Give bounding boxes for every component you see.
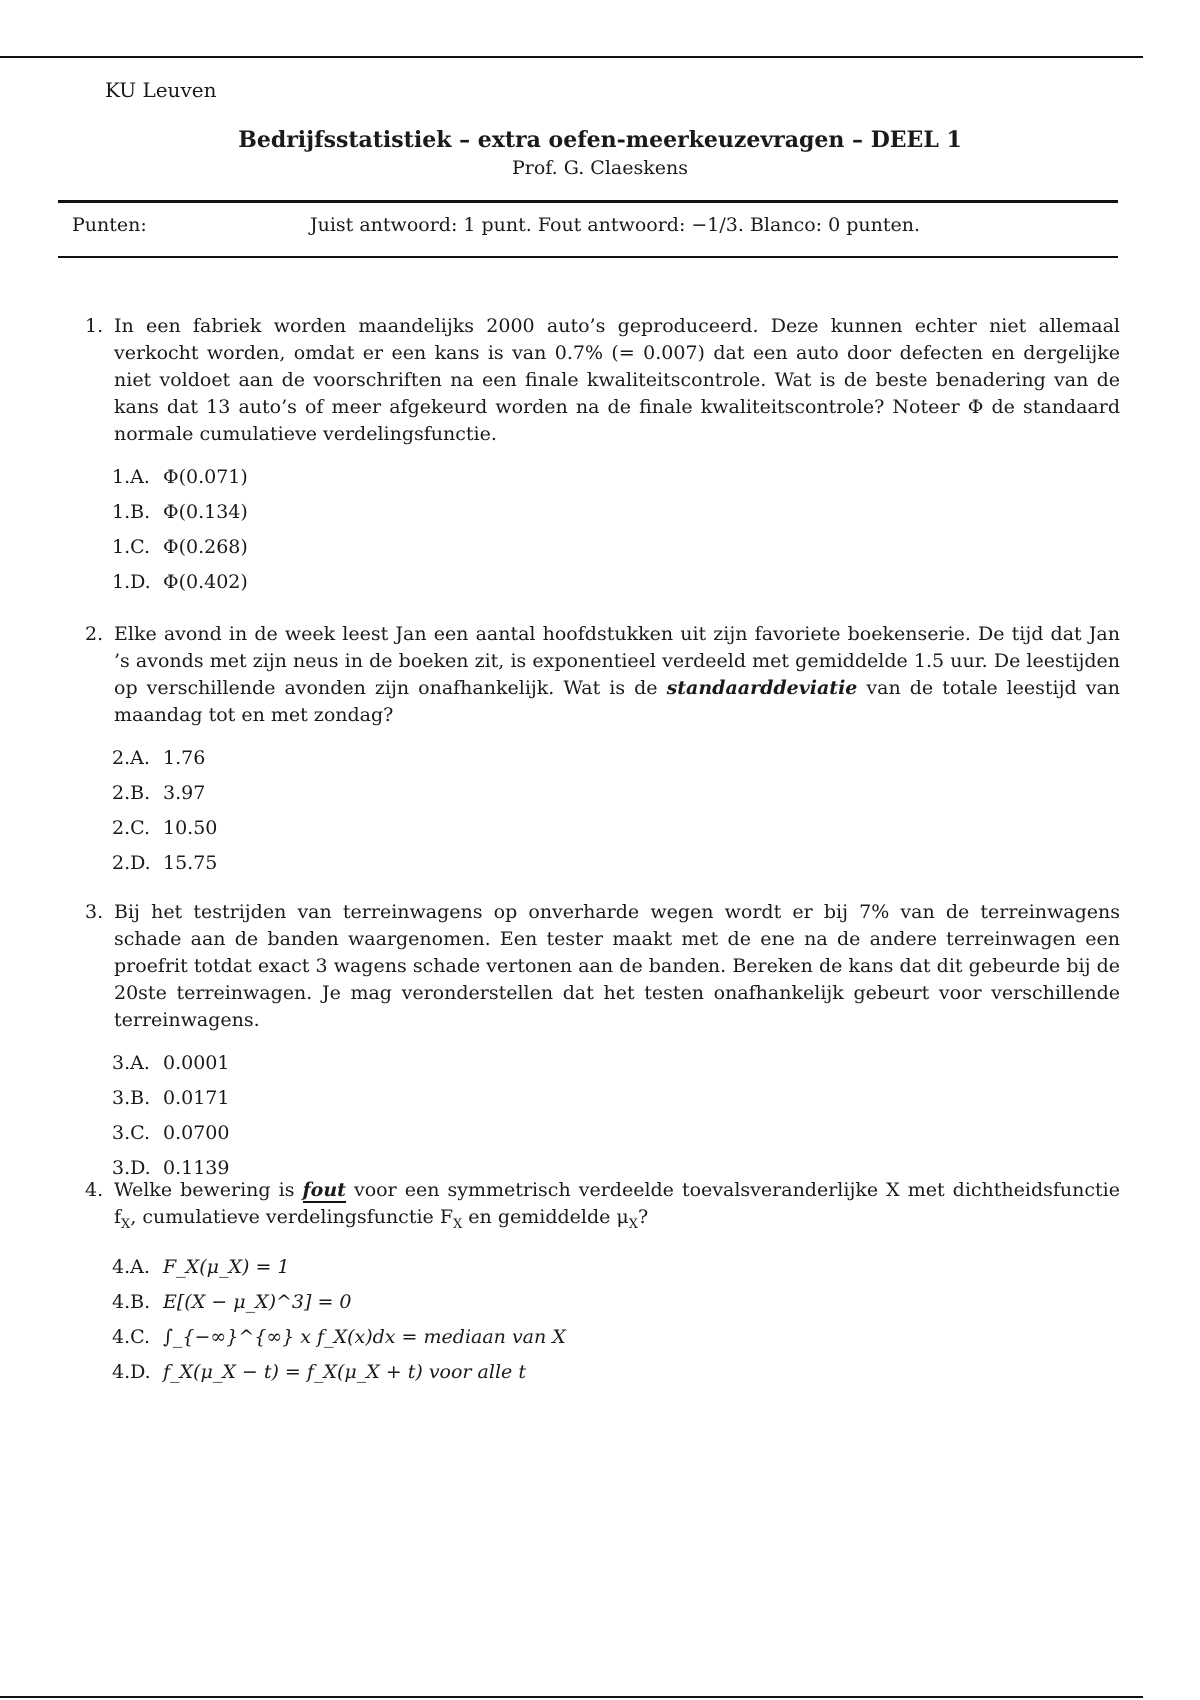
option-4c [112,1324,1120,1359]
top-rule [0,56,1143,58]
option-2d [112,850,1120,885]
subscript: X [628,1216,639,1232]
option-label: 1.B. [112,501,151,523]
option-label: 1.C. [112,536,151,558]
subscript: X [121,1216,131,1232]
points-text: Juist antwoord: 1 punt. Fout antwoord: −1/3. Blanco: 0 punten. [310,214,921,236]
option-value: 0.0001 [163,1052,230,1074]
option-value: 3.97 [163,782,206,804]
option-value: ∫_{−∞}^{∞} x f_X(x)dx = mediaan van X [163,1325,566,1348]
question-1 [85,313,1120,604]
option-label: 2.B. [112,782,151,804]
question-text-part: , cumulatieve verdelingsfunctie F [130,1206,453,1228]
question-text-part: voor een symmetrisch verdeelde toevalsveranderlijke X met dichtheidsfunctie f [114,1179,1120,1228]
question-2 [85,621,1120,885]
option-2a [112,745,1120,780]
option-1a [112,464,1120,499]
option-1d [112,569,1120,604]
points-label: Punten: [72,214,147,236]
option-value: Φ(0.402) [163,571,248,593]
question-text [114,621,1120,729]
option-label: 1.A. [112,466,150,488]
option-4a [112,1254,1120,1289]
option-3c [112,1120,1120,1155]
answer-options [112,1050,1120,1190]
question-text [114,1177,1120,1238]
option-value: 10.50 [163,817,218,839]
option-value: Φ(0.268) [163,536,248,558]
option-label: 3.C. [112,1122,151,1144]
option-value: E[(X − μ_X)^3] = 0 [163,1290,352,1313]
option-label: 2.A. [112,747,150,769]
option-value: 0.0171 [163,1087,230,1109]
question-4 [85,1177,1120,1394]
question-number: 3. [85,901,104,923]
option-4b [112,1289,1120,1324]
option-3b [112,1085,1120,1120]
emphasis-fout: fout [302,1179,346,1201]
subscript: X [453,1216,463,1232]
option-label: 4.B. [112,1290,151,1313]
option-1c [112,534,1120,569]
option-4d [112,1359,1120,1394]
page-title: Bedrijfsstatistiek – extra oefen-meerkeuzevragen – DEEL 1 [238,127,962,153]
option-value: Φ(0.134) [163,501,248,523]
option-3a [112,1050,1120,1085]
question-text: Bij het testrijden van terreinwagens op onverharde wegen wordt er bij 7% van de terreinwagens schade aan de banden waargenomen. Een tester maakt met de ene na de andere terreinwagen een proefrit totdat exact 3 wagens schade vertonen aan de banden. Bereken de kans dat dit gebeurde bij de 20ste terreinwagen. Je mag veronderstellen dat het testen onafhankelijk gebeurt voor verschillende terreinwagens. [114,901,1120,1031]
option-value: f_X(μ_X − t) = f_X(μ_X + t) voor alle t [163,1360,526,1383]
option-2b [112,780,1120,815]
bottom-rule [0,1696,1143,1698]
question-3 [85,899,1120,1190]
emphasis-standaarddeviatie: standaarddeviatie [666,677,858,699]
option-value: 1.76 [163,747,206,769]
option-value: F_X(μ_X) = 1 [163,1255,290,1278]
question-text-part: en gemiddelde μ [462,1206,629,1228]
option-label: 4.A. [112,1255,150,1278]
option-label: 3.B. [112,1087,151,1109]
question-text-part: Welke bewering is [114,1179,303,1201]
question-text-part: ? [638,1206,649,1228]
option-label: 3.A. [112,1052,150,1074]
answer-options [112,464,1120,604]
option-label: 3.D. [112,1157,151,1179]
option-value: Φ(0.071) [163,466,248,488]
option-label: 4.C. [112,1325,151,1348]
option-label: 2.C. [112,817,151,839]
question-number: 2. [85,623,104,645]
question-number: 4. [85,1179,104,1201]
answer-options [112,1254,1120,1394]
points-top-rule [58,200,1118,203]
university-name: KU Leuven [105,78,217,102]
option-label: 2.D. [112,852,151,874]
question-text-part: van de totale leestijd van maandag tot en met zondag? [114,677,1121,726]
question-text: In een fabriek worden maandelijks 2000 auto’s geproduceerd. Deze kunnen echter niet allemaal verkocht worden, omdat er een kans is van 0.7% (= 0.007) dat een auto door defecten en dergelijke niet voldoet aan de voorschriften na een finale kwaliteitscontrole. Wat is de beste benadering van de kans dat 13 auto’s of meer afgekeurd worden na de finale kwaliteitscontrole? Noteer Φ de standaard normale cumulatieve verdelingsfunctie. [114,315,1120,445]
question-number: 1. [85,315,104,337]
option-label: 4.D. [112,1360,151,1383]
option-2c [112,815,1120,850]
question-text-part: Elke avond in de week leest Jan een aantal hoofdstukken uit zijn favoriete boekenserie. De tijd dat Jan ’s avonds met zijn neus in de boeken zit, is exponentieel verdeeld met gemiddelde 1.5 uur. De leestijden op verschillende avonden zijn onafhankelijk. Wat is de [114,623,1120,699]
answer-options [112,745,1120,885]
professor-name: Prof. G. Claeskens [511,157,688,179]
option-1b [112,499,1120,534]
option-label: 1.D. [112,571,151,593]
points-bottom-rule [58,256,1118,258]
option-value: 0.0700 [163,1122,230,1144]
option-value: 15.75 [163,852,218,874]
option-value: 0.1139 [163,1157,230,1179]
